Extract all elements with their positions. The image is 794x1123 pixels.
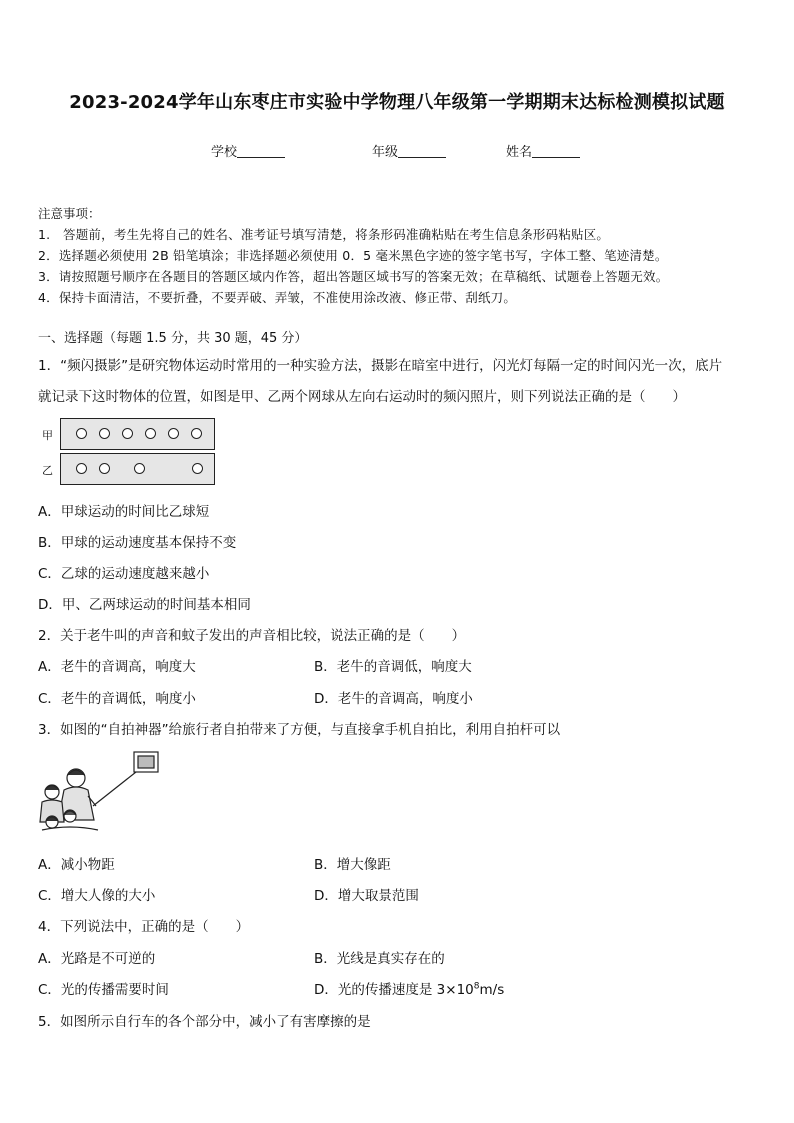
notice-item: 2．选择题必须使用 2B 铅笔填涂；非选择题必须使用 0．5 毫米黑色字迹的签字笔书写，字体工整、笔迹清楚。 — [38, 248, 668, 263]
q1-option-c: C．乙球的运动速度越来越小 — [38, 566, 210, 582]
label-yi: 乙 — [42, 464, 53, 477]
strobe-photo-yi — [60, 453, 215, 485]
q1-stem-line2: 就记录下这时物体的位置，如图是甲、乙两个网球从左向右运动时的频闪照片，则下列说法正确的是（ ） — [38, 389, 686, 405]
strobe-photo-jia — [60, 418, 215, 450]
q2-option-c: C．老牛的音调低，响度小 — [38, 691, 196, 707]
q4-option-d: D．光的传播速度是 $3\times 10^8m/s$ — [314, 981, 505, 998]
q1-option-a: A．甲球运动的时间比乙球短 — [38, 504, 210, 520]
q1-stem-line1: 1．“频闪摄影”是研究物体运动时常用的一种实验方法，摄影在暗室中进行，闪光灯每隔一定的时间闪光一次，底片 — [38, 358, 723, 374]
q4-stem: 4．下列说法中，正确的是（ ） — [38, 919, 250, 935]
grade-field: 年级 — [372, 141, 446, 160]
q2-option-a: A．老牛的音调高，响度大 — [38, 659, 196, 675]
selfie-stick-illustration — [38, 748, 164, 838]
ball-mark — [99, 428, 110, 439]
name-field: 姓名 — [506, 141, 580, 160]
ball-mark — [145, 428, 156, 439]
q5-stem: 5．如图所示自行车的各个部分中，减小了有害摩擦的是 — [38, 1014, 371, 1030]
q3-option-d: D．增大取景范围 — [314, 888, 419, 904]
school-field: 学校 — [211, 141, 285, 160]
q3-stem: 3．如图的“自拍神器”给旅行者自拍带来了方便，与直接拿手机自拍比，利用自拍杆可以 — [38, 722, 561, 738]
exam-title: 2023-2024学年山东枣庄市实验中学物理八年级第一学期期末达标检测模拟试题 — [69, 92, 725, 113]
q3-option-a: A．减小物距 — [38, 857, 115, 873]
q2-option-d: D．老牛的音调高，响度小 — [314, 691, 473, 707]
exponent: 8 — [473, 981, 480, 992]
q1-option-d: D．甲、乙两球运动的时间基本相同 — [38, 597, 251, 613]
q4-option-a: A．光路是不可逆的 — [38, 951, 156, 967]
q3-option-c: C．增大人像的大小 — [38, 888, 156, 904]
section-heading: 一、选择题（每题 1.5 分，共 30 题，45 分） — [38, 331, 308, 346]
ball-mark — [191, 428, 202, 439]
label-jia: 甲 — [42, 429, 53, 442]
q2-option-b: B．老牛的音调低，响度大 — [314, 659, 472, 675]
q4-option-b: B．光线是真实存在的 — [314, 951, 445, 967]
ball-mark — [168, 428, 179, 439]
ball-mark — [76, 428, 87, 439]
ball-mark — [122, 428, 133, 439]
notice-item: 3．请按照题号顺序在各题目的答题区域内作答，超出答题区域书写的答案无效；在草稿纸、试题卷上答题无效。 — [38, 269, 669, 284]
q3-option-b: B．增大像距 — [314, 857, 391, 873]
q1-option-b: B．甲球的运动速度基本保持不变 — [38, 535, 237, 551]
notice-item: 4．保持卡面清洁，不要折叠，不要弄破、弄皱，不准使用涂改液、修正带、刮纸刀。 — [38, 290, 517, 305]
notice-item: 1. 答题前，考生先将自己的姓名、准考证号填写清楚，将条形码准确粘贴在考生信息条形码粘贴区。 — [38, 227, 610, 242]
ball-mark — [134, 463, 145, 474]
ball-mark — [76, 463, 87, 474]
ball-mark — [99, 463, 110, 474]
q2-stem: 2．关于老牛叫的声音和蚊子发出的声音相比较，说法正确的是（ ） — [38, 628, 466, 644]
notice-heading: 注意事项： — [38, 206, 101, 221]
q4-option-c: C．光的传播需要时间 — [38, 982, 169, 998]
ball-mark — [192, 463, 203, 474]
